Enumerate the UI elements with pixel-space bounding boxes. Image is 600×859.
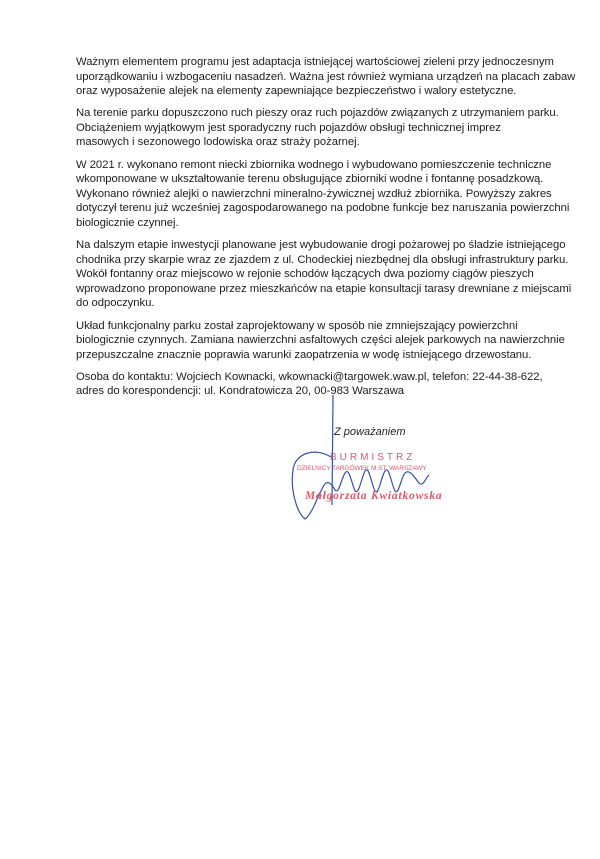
text-line: chodnika przy skarpie wraz ze zjazdem z ul. Chodeckiej niezbędnej dla obsługi infrastruktury parku. <box>76 253 569 266</box>
text-line: dotyczył terenu już wcześniej zagospodarowanego na podobne funkcje bez naruszania powierzchni <box>76 202 570 215</box>
stamp-name: Małgorzata Kwiatkowska <box>305 490 443 502</box>
text-line: Na dalszym etapie inwestycji planowane jest wybudowanie drogi pożarowej po śladzie istniejącego <box>76 239 566 252</box>
letter-body <box>76 55 576 406</box>
text-line: Obciążeniem wyjątkowym jest sporadyczny ruch pojazdów obsługi technicznej imprez <box>76 121 501 134</box>
text-line: oraz wyposażenie alejek na elementy zapewniające bezpieczeństwo i walory estetyczne. <box>76 85 517 98</box>
text-line: Wykonano również alejki o nawierzchni mineralno-żywicznej wzdłuż zbiornika. Powyższy zakres <box>76 187 552 200</box>
text-line: przepuszczalne znacznie poprawia warunki zaopatrzenia w wodę istniejącego drzewostanu. <box>76 348 532 361</box>
text-line: biologicznie czynnych. Zamiana nawierzchni asfaltowych części alejek parkowych na nawierzchnie <box>76 334 565 347</box>
stamp-subtitle: DZIELNICY TARGÓWEK M.ST. WARSZAWY <box>297 465 427 472</box>
text-line: Na terenie parku dopuszczono ruch pieszy oraz ruch pojazdów związanych z utrzymaniem parku. <box>76 107 559 120</box>
text-line: Wokół fontanny oraz miejscowo w rejonie schodów łączących dwa poziomy ciągów pieszych <box>76 268 534 281</box>
text-line: Ważnym elementem programu jest adaptacja istniejącej wartościowej zieleni przy jednoczesnym <box>76 56 554 68</box>
closing-salutation: Z poważaniem <box>334 426 406 438</box>
paragraph-layout <box>76 319 566 363</box>
text-line: masowych i sezonowego lodowiska oraz straży pożarnej. <box>76 136 360 149</box>
text-line: biologicznie czynnej. <box>76 216 179 229</box>
paragraph-next-stage <box>76 238 572 311</box>
paragraph-2021-works <box>76 158 570 231</box>
text-line: uporządkowaniu i wzbogaceniu nasadzeń. Ważna jest również wymiana urządzeń na placach zabaw <box>76 70 576 83</box>
text-line: do odpoczynku. <box>76 297 155 310</box>
text-line: wkomponowane w ukształtowanie terenu obsługujące zbiorniki wodne i fontannę posadzkową. <box>76 173 544 186</box>
address-line: adres do korespondencji: ul. Kondratowicza 20, 00-983 Warszawa <box>76 385 405 398</box>
stamp-title: BURMISTRZ <box>330 452 416 463</box>
paragraph-traffic <box>76 106 566 150</box>
text-line: Układ funkcjonalny parku został zaprojektowany w sposób nie zmniejszający powierzchni <box>76 319 518 332</box>
text-line: W 2021 r. wykonano remont niecki zbiornika wodnego i wybudowano pomieszczenie techniczne <box>76 158 552 171</box>
contact-line: Osoba do kontaktu: Wojciech Kownacki, wkownacki@targowek.waw.pl, telefon: 22-44-38-622, <box>76 370 543 383</box>
text-line: wprowadzono proponowane przez mieszkańców na etapie konsultacji tarasy drewniane z miejscami <box>76 282 572 295</box>
paragraph-greenery <box>76 55 576 99</box>
